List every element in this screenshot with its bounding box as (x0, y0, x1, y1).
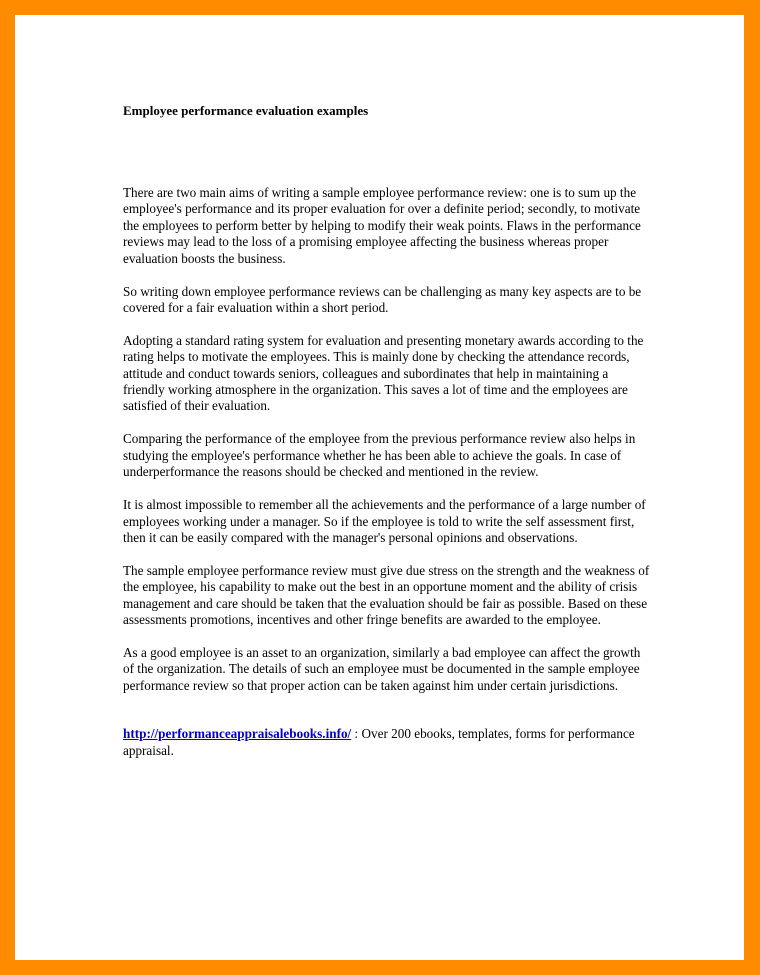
paragraph-5: It is almost impossible to remember all the achievements and the performance of a large number of employees working under a manager. So if the employee is told to write the self assessment first, then it can be easily compared with the manager's personal opinions and observations. (123, 497, 646, 545)
paragraph-6: The sample employee performance review must give due stress on the strength and the weakness of the employee, his capability to make out the best in an opportune moment and the ability of crisis management and care should be taken that the evaluation should be fair as possible. Based on these assessments promotions, incentives and other fringe benefits are awarded to the employee. (123, 562, 650, 628)
footer-note (123, 726, 653, 759)
ebooks-link[interactable]: http://performanceappraisalebooks.info/ (123, 726, 352, 742)
paragraph-4: Comparing the performance of the employee from the previous performance review also helps in studying the employee's performance whether he has been able to achieve the goals. In case of underperformance the reasons should be checked and mentioned in the review. (123, 431, 636, 480)
paragraph-7: As a good employee is an asset to an organization, similarly a bad employee can affect the growth of the organization. The details of such an employee must be documented in the sample employee performance review so that proper action can be taken against him under certain jurisdictions. (123, 644, 641, 693)
paragraph-3: Adopting a standard rating system for evaluation and presenting monetary awards according to the rating helps to motivate the employees. This is mainly done by checking the attendance records, attitude and conduct towards seniors, colleagues and subordinates that help in maintaining a friendly working atmosphere in the organization. This saves a lot of time and the employees are satisfied of their evaluation. (123, 332, 644, 414)
footer-text: : Over 200 ebooks, templates, forms for performance appraisal. (123, 726, 635, 758)
paragraph-2: So writing down employee performance reviews can be challenging as many key aspects are to be covered for a fair evaluation within a short period. (123, 283, 642, 315)
document-page (15, 15, 744, 960)
document-content (123, 103, 653, 759)
document-body (123, 185, 653, 694)
document-title: Employee performance evaluation examples (123, 103, 369, 118)
paragraph-1: There are two main aims of writing a sample employee performance review: one is to sum up the employee's performance and its proper evaluation for over a definite period; secondly, to motivate the employees to perform better by helping to modify their weak points. Flaws in the performance reviews may lead to the loss of a promising employee affecting the business whereas proper evaluation boosts the business. (123, 185, 641, 266)
